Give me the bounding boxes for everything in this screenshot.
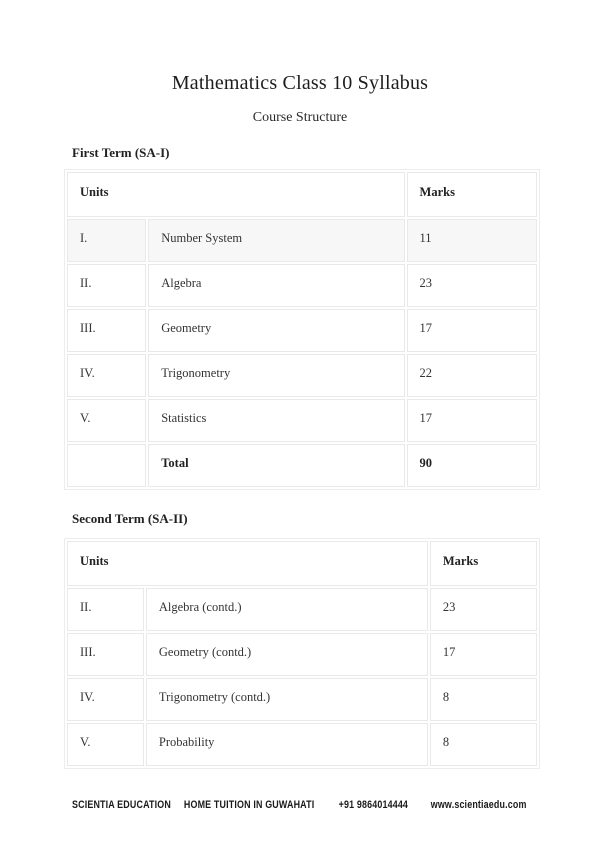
footer xyxy=(72,799,527,812)
table-row xyxy=(67,633,537,676)
topic-cell: Algebra xyxy=(148,264,404,307)
marks-cell: 8 xyxy=(430,723,537,766)
units-column-header: Units xyxy=(67,541,428,586)
marks-cell: 17 xyxy=(407,309,537,352)
unit-cell: V. xyxy=(67,399,146,442)
marks-column-header: Marks xyxy=(430,541,537,586)
unit-cell: III. xyxy=(67,309,146,352)
marks-cell: 90 xyxy=(407,444,537,487)
table-row xyxy=(67,588,537,631)
marks-cell: 23 xyxy=(407,264,537,307)
marks-cell: 17 xyxy=(407,399,537,442)
topic-cell: Statistics xyxy=(148,399,404,442)
second-term-heading: Second Term (SA-II) xyxy=(72,511,188,526)
unit-cell: I. xyxy=(67,219,146,262)
unit-cell: II. xyxy=(67,588,144,631)
table-header-row xyxy=(67,172,537,217)
unit-cell xyxy=(67,444,146,487)
marks-cell: 22 xyxy=(407,354,537,397)
second-term-table xyxy=(64,538,540,769)
topic-cell: Algebra (contd.) xyxy=(146,588,428,631)
footer-tagline: HOME TUITION IN GUWAHATI xyxy=(183,799,315,811)
marks-column-header: Marks xyxy=(407,172,537,217)
table-row xyxy=(67,444,537,487)
unit-cell: IV. xyxy=(67,678,144,721)
table-header-row xyxy=(67,541,537,586)
unit-cell: IV. xyxy=(67,354,146,397)
footer-brand: SCIENTIA EDUCATION xyxy=(72,799,171,811)
topic-cell: Trigonometry (contd.) xyxy=(146,678,428,721)
topic-cell: Probability xyxy=(146,723,428,766)
page-title: Mathematics Class 10 Syllabus xyxy=(171,72,429,94)
units-column-header: Units xyxy=(67,172,405,217)
marks-cell: 8 xyxy=(430,678,537,721)
table-row xyxy=(67,309,537,352)
marks-cell: 17 xyxy=(430,633,537,676)
table-row xyxy=(67,264,537,307)
topic-cell: Geometry xyxy=(148,309,404,352)
unit-cell: V. xyxy=(67,723,144,766)
table-row xyxy=(67,354,537,397)
table-row xyxy=(67,678,537,721)
footer-phone: +91 9864014444 xyxy=(338,799,409,811)
topic-cell: Trigonometry xyxy=(148,354,404,397)
marks-cell: 11 xyxy=(407,219,537,262)
footer-website: www.scientiaedu.com xyxy=(430,799,527,811)
topic-cell: Geometry (contd.) xyxy=(146,633,428,676)
unit-cell: II. xyxy=(67,264,146,307)
table-row xyxy=(67,219,537,262)
table-row xyxy=(67,399,537,442)
first-term-heading: First Term (SA-I) xyxy=(72,145,170,160)
topic-cell: Total xyxy=(148,444,404,487)
page-subtitle: Course Structure xyxy=(252,110,348,125)
table-row xyxy=(67,723,537,766)
first-term-table xyxy=(64,169,540,490)
topic-cell: Number System xyxy=(148,219,404,262)
unit-cell: III. xyxy=(67,633,144,676)
marks-cell: 23 xyxy=(430,588,537,631)
